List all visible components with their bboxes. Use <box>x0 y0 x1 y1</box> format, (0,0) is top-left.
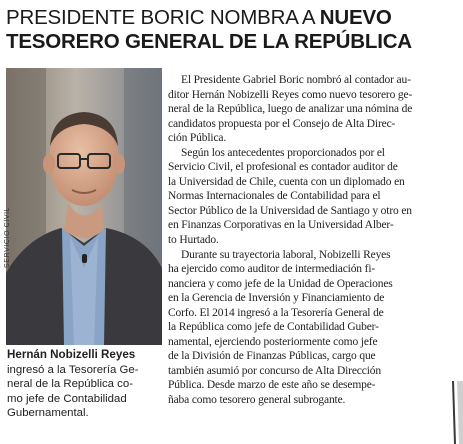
portrait-illustration <box>6 68 162 345</box>
headline-line-2: TESORERO GENERAL DE LA REPÚBLICA <box>6 30 412 53</box>
article-line: El Presidente Gabriel Boric nombró al contador au- <box>181 74 411 86</box>
article-line: Durante su trayectoria laboral, Nobizelli Reyes <box>181 248 391 261</box>
article-line: también asumió por concurso de Alta Dirección <box>168 364 381 377</box>
article-line: candidatos propuesta por el Consejo de Alta Direc- <box>168 117 396 130</box>
headline <box>6 6 458 54</box>
article-line: to Hurtado. <box>168 234 219 247</box>
article-line: nanciera y como jefe de la Unidad de Operaciones <box>168 277 393 290</box>
caption-name: Hernán Nobizelli Reyes <box>7 348 136 361</box>
article-line: Normas Internacionales de Contabilidad para el <box>168 190 381 203</box>
caption-line: neral de la República co- <box>7 378 134 391</box>
article-line: ñaba como tesorero general subrogante. <box>168 394 346 407</box>
article-line: ción Pública. <box>168 132 227 145</box>
headline-light-text: PRESIDENTE BORIC NOMBRA A <box>6 6 320 29</box>
article-line: namental, ejerciendo posteriormente como jefe <box>168 335 378 348</box>
article-line: ditor Hernán Nobizelli Reyes como nuevo tesorero ge- <box>168 88 413 101</box>
article-line: Pública. Desde marzo de este año se desempe- <box>168 379 376 392</box>
photo-credit: SERVICIO CIVIL <box>4 206 11 268</box>
article-line: ha ejercido como auditor de intermediación fi- <box>168 263 376 276</box>
article-line: Corfo. El 2014 ingresó a la Tesorería General de <box>168 306 384 319</box>
article-line: Servicio Civil, el profesional es contador auditor de <box>168 161 398 174</box>
article-line: la Universidad de Chile, cuenta con un diplomado en <box>168 175 405 188</box>
article-line: de la División de Finanzas Públicas, cargo que <box>168 350 376 363</box>
page-corner-mark <box>451 381 463 444</box>
headline-bold-text: NUEVO <box>319 6 392 29</box>
caption-line: Gubernamental. <box>7 407 89 420</box>
article-line: Según los antecedentes proporcionados por el <box>181 146 385 159</box>
caption-line: ingresó a la Tesorería Ge- <box>7 363 139 376</box>
article-body <box>168 73 460 408</box>
caption-line: mo jefe de Contabilidad <box>7 392 127 405</box>
portrait-photo <box>6 68 162 345</box>
article-line: en Finanzas Corporativas en la Universidad Alber- <box>168 219 394 232</box>
article-line: Sector Público de la Universidad de Santiago y otro en <box>168 204 412 217</box>
article-line: neral de la República, luego de analizar una nómina de <box>168 103 413 116</box>
headline-line-1 <box>6 6 458 30</box>
article-line: la República como jefe de Contabilidad Guber- <box>168 321 379 334</box>
photo-caption <box>7 348 163 421</box>
article-line: en la Gerencia de Inversión y Financiamiento de <box>168 292 385 305</box>
